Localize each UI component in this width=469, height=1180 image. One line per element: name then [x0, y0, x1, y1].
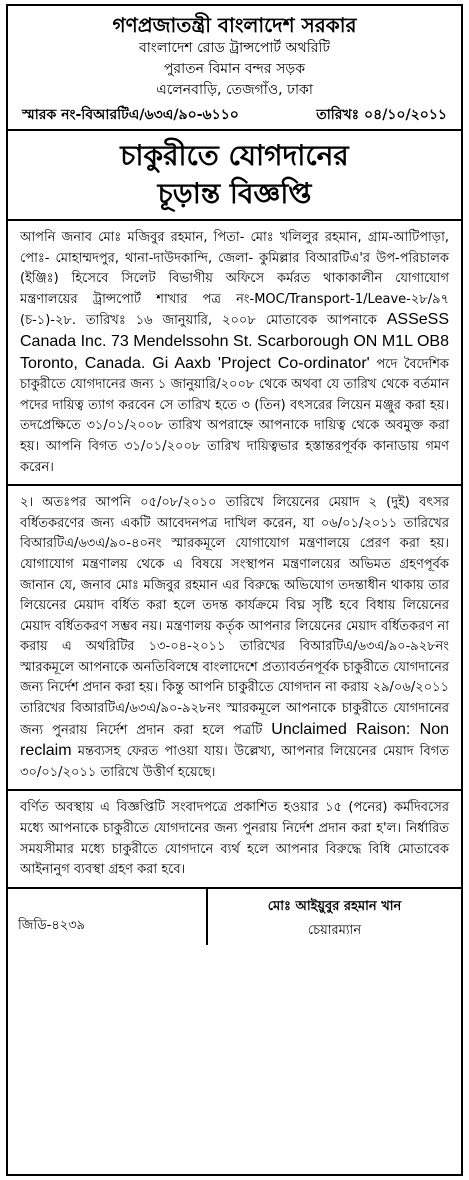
signatory-name: মোঃ আইয়ুবুর রহমান খান	[267, 898, 402, 914]
notice-title-line-2: চূড়ান্ত বিজ্ঞপ্তি	[157, 177, 312, 210]
reference-row	[8, 101, 461, 125]
notice-title-line-1: চাকুরীতে যোগদানের	[120, 139, 349, 172]
notice-title	[8, 131, 461, 219]
memo-date: তারিখঃ ০৪/১০/২০১১	[316, 107, 447, 123]
road-name: পুরাতন বিমান বন্দর সড়ক	[163, 61, 306, 77]
notice-header	[8, 6, 461, 125]
paragraph-2-english-remark: Unclaimed Raison: Non reclaim	[20, 720, 449, 760]
authority-name: বাংলাদেশ রোড ট্রান্সপোর্ট অথরিটি	[138, 40, 331, 56]
office-address: এলেনবাড়ি, তেজগাঁও, ঢাকা	[156, 82, 313, 98]
gd-code: জিডি-৪২৩৯	[8, 889, 208, 945]
paragraph-1-part-2: পদে বৈদেশিক চাকুরীতে যোগদানের জন্য ১ জানুয়ারি/২০০৮ থেকে অথবা যে তারিখ থেকে বর্তমান পদের দায়িত্ব ত্যাগ করবেন সে তারিখ হতে ৩ (তিন) বৎসরের লিয়েন মঞ্জুর করা হয়। তদপ্রেক্ষিতে ৩১/০১/২০০৮ তারিখ অপরাহ্নে আপনাকে দায়িত্ব থেকে অবমুক্ত করা হয়। আপনি বিগত ৩১/০১/২০০৮ তারিখ দায়িত্বভার হস্তান্তরপূর্বক কানাডায় গমণ করেন।	[20, 356, 450, 475]
paragraph-2-part-1: ২। অতঃপর আপনি ০৫/০৮/২০১০ তারিখে লিয়েনের মেয়াদ ২ (দুই) বৎসর বর্ধিতকরণের জন্য একটি আবেদনপত্র দাখিল করেন, যা ০৬/০১/২০১১ তারিখের বিআরটিএ/৬৩এ/৯০-৪০নং স্মারকমূলে যোগাযোগ মন্ত্রণালয়ে প্রেরণ করা হয়। যোগাযোগ মন্ত্রণালয় থেকে এ বিষয়ে সংস্থাপন মন্ত্রণালয়ের অভিমত গ্রহণপূর্বক জানান যে, জনাব মোঃ মজিবুর রহমান এর বিরুদ্ধে অভিযোগ তদন্তাধীন থাকায় তার লিয়েনের মেয়াদ বর্ধিত করা হলে তদন্ত কার্যক্রমে বিঘ্ন সৃষ্টি হবে বিধায় লিয়েনের মেয়াদ বর্ধিতকরণ সম্ভব নয়। মন্ত্রণালয় কর্তৃক আপনার লিয়েনের মেয়াদ বর্ধিতকরণ না করায় এ অথরিটির ১৩-০৪-২০১১ তারিখের বিআরটিএ/৬৩এ/৯০-৯২৮নং স্মারকমূলে আপনাকে অনতিবিলম্বে বাংলাদেশে প্রত্যাবর্তনপূর্বক চাকুরীতে যোগদানের জন্য নির্দেশ প্রদান করা হয়। কিন্তু আপনি চাকুরীতে যোগদান না করায় ২৯/০৬/২০১১ তারিখের বিআরটিএ/৬৩এ/৯০-৯২৮নং স্মারকমূলে আপনাকে চাকুরীতে যোগদানের জন্য পুনরায় নির্দেশ প্রদান করা হলে পত্রটি	[20, 495, 449, 738]
government-title: গণপ্রজাতন্ত্রী বাংলাদেশ সরকার	[112, 13, 357, 37]
paragraph-2	[20, 486, 449, 789]
notice-page	[6, 4, 463, 1176]
signature-block	[208, 889, 461, 945]
memo-number: স্মারক নং-বিআরটিএ/৬৩এ/৯০-৬১১০	[22, 107, 239, 123]
paragraph-2-section	[8, 486, 461, 789]
paragraph-1	[20, 221, 449, 484]
paragraph-1-section	[8, 221, 461, 484]
paragraph-2-part-2: মন্তব্যসহ ফেরত পাওয়া যায়। উল্লেখ্য, আপনার লিয়েনের মেয়াদ বিগত ৩০/০১/২০১১ তারিখে উত্তীর্ণ হয়েছে।	[20, 744, 449, 780]
paragraph-1-part-1: আপনি জনাব মোঃ মজিবুর রহমান, পিতা- মোঃ খলিলুর রহমান, গ্রাম-আটিপাড়া, পোঃ- মোহাম্মদপুর, থানা-দাউদকান্দি, জেলা- কুমিল্লার বিআরটিএ'র উপ-পরিচালক (ইঞ্জিঃ) হিসেবে সিলেট বিভাগীয় অফিসে কর্মরত থাকাকালীন যোগাযোগ মন্ত্রণালয়ের ট্রান্সপোর্ট শাখার পত্র নং-MOC/Transport-1/Leave-২৮/৯৭ (চ-১)-২৮. তারিখঃ ১৬ জানুয়ারি, ২০০৮ মোতাবেক আপনাকে	[20, 230, 449, 329]
notice-footer	[8, 887, 461, 945]
signatory-title: চেয়ারম্যান	[307, 922, 362, 938]
paragraph-1-english-address: ASSeSS Canada Inc. 73 Mendelssohn St. Scarborough ON M1L OB8 Toronto, Canada. Gi Aaxb 'Project Co-ordinator'	[20, 311, 449, 372]
paragraph-3-section	[8, 791, 461, 886]
paragraph-3: বর্ণিত অবস্থায় এ বিজ্ঞপ্তিটি সংবাদপত্রে প্রকাশিত হওয়ার ১৫ (পনের) কর্মদিবসের মধ্যে আপনাকে চাকুরীতে যোগদানের জন্য পুনরায় নির্দেশ প্রদান করা হ'ল। নির্ধারিত সময়সীমার মধ্যে চাকুরীতে যোগদানে ব্যর্থ হলে আপনার বিরুদ্ধে বিধি মোতাবেক আইনানুগ ব্যবস্থা গ্রহণ করা হবে।	[20, 800, 449, 878]
